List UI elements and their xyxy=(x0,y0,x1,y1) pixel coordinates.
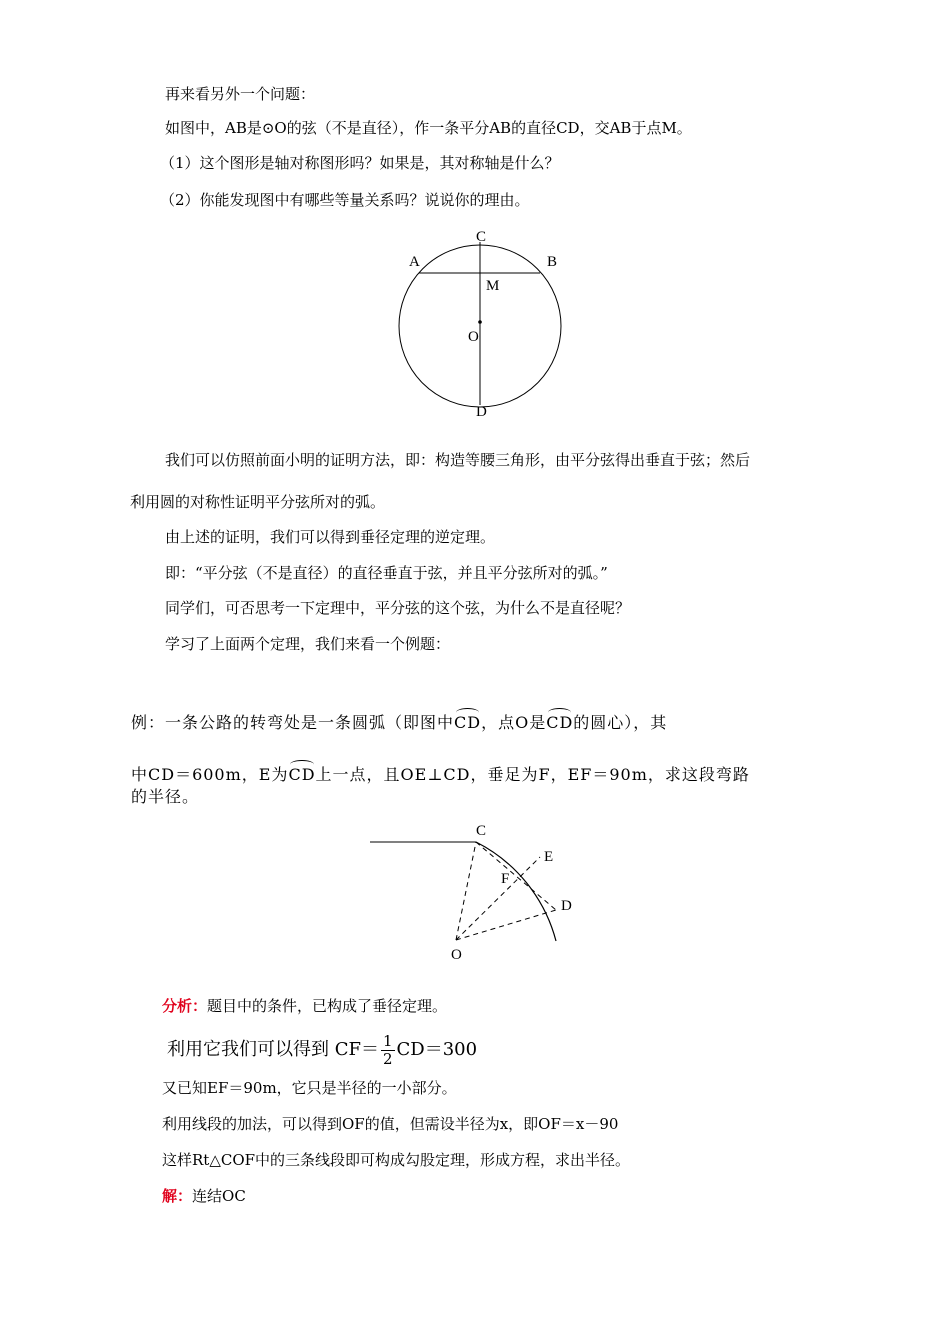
example-text-d: 中CD＝600m，E为 xyxy=(131,765,289,784)
solution-line xyxy=(162,1186,246,1206)
segment-oe xyxy=(456,857,540,940)
example-line-2 xyxy=(131,765,750,785)
paragraph-2: 由上述的证明，我们可以得到垂径定理的逆定理。 xyxy=(165,528,496,546)
label-e: E xyxy=(544,849,554,865)
arc-cd: CD xyxy=(546,713,574,732)
fraction-denominator: 2 xyxy=(382,1049,393,1068)
example-text-a: 例：一条公路的转弯处是一条圆弧（即图中 xyxy=(131,713,455,732)
formula-suffix: CD＝300 xyxy=(396,1039,478,1060)
center-point xyxy=(478,320,482,324)
label-d: D xyxy=(561,898,572,914)
analysis-formula xyxy=(167,1032,477,1068)
analysis-text: 题目中的条件，已构成了垂径定理。 xyxy=(207,997,448,1015)
label-f: F xyxy=(501,871,510,887)
question-2: （2）你能发现图中有哪些等量关系吗？说说你的理由。 xyxy=(160,191,530,209)
label-c: C xyxy=(476,823,487,839)
analysis-line-3: 利用线段的加法，可以得到OF的值，但需设半径为x，即OF＝x－90 xyxy=(162,1115,619,1133)
example-text-e: 上一点，且OE⊥CD，垂足为F，EF＝90m，求这段弯路 xyxy=(315,765,750,784)
road-figure xyxy=(360,815,610,970)
arc-cd: CD xyxy=(454,713,482,732)
intro-line-1: 再来看另外一个问题： xyxy=(165,85,316,103)
label-d: D xyxy=(476,404,487,420)
paragraph-5: 学习了上面两个定理，我们来看一个例题： xyxy=(165,635,451,653)
label-m: M xyxy=(486,278,500,294)
label-a: A xyxy=(409,254,420,270)
label-o: O xyxy=(468,329,479,345)
analysis-line-1 xyxy=(162,996,447,1016)
example-line-1 xyxy=(131,713,667,733)
paragraph-4: 同学们，可否思考一下定理中，平分弦的这个弦，为什么不是直径呢？ xyxy=(165,599,631,617)
paragraph-1a: 我们可以仿照前面小明的证明方法，即：构造等腰三角形，由平分弦得出垂直于弦；然后 xyxy=(165,451,751,469)
formula-prefix: 利用它我们可以得到 CF＝ xyxy=(167,1039,379,1060)
solution-text: 连结OC xyxy=(192,1187,246,1205)
label-b: B xyxy=(547,254,558,270)
analysis-line-2: 又已知EF＝90m，它只是半径的一小部分。 xyxy=(162,1079,457,1097)
label-c: C xyxy=(476,229,487,245)
example-text-b: ，点O是 xyxy=(481,713,547,732)
paragraph-3: 即：“平分弦（不是直径）的直径垂直于弦，并且平分弦所对的弧。” xyxy=(165,564,608,582)
analysis-line-4: 这样Rt△COF中的三条线段即可构成勾股定理，形成方程，求出半径。 xyxy=(162,1151,631,1169)
example-text-c: 的圆心），其 xyxy=(573,713,668,732)
example-line-3: 的半径。 xyxy=(131,787,200,806)
label-o: O xyxy=(451,947,462,963)
question-1: （1）这个图形是轴对称图形吗？如果是，其对称轴是什么？ xyxy=(160,154,560,172)
segment-oc xyxy=(456,842,476,940)
analysis-label: 分析： xyxy=(162,997,208,1015)
fraction-numerator: 1 xyxy=(382,1031,393,1050)
intro-line-2: 如图中，AB是⊙O的弦（不是直径），作一条平分AB的直径CD，交AB于点M。 xyxy=(165,119,692,137)
circle-figure xyxy=(390,222,580,422)
fraction-half xyxy=(381,1033,395,1068)
paragraph-1b: 利用圆的对称性证明平分弦所对的弧。 xyxy=(130,493,386,511)
solution-label: 解： xyxy=(162,1187,193,1205)
arc-cd: CD xyxy=(288,765,316,784)
